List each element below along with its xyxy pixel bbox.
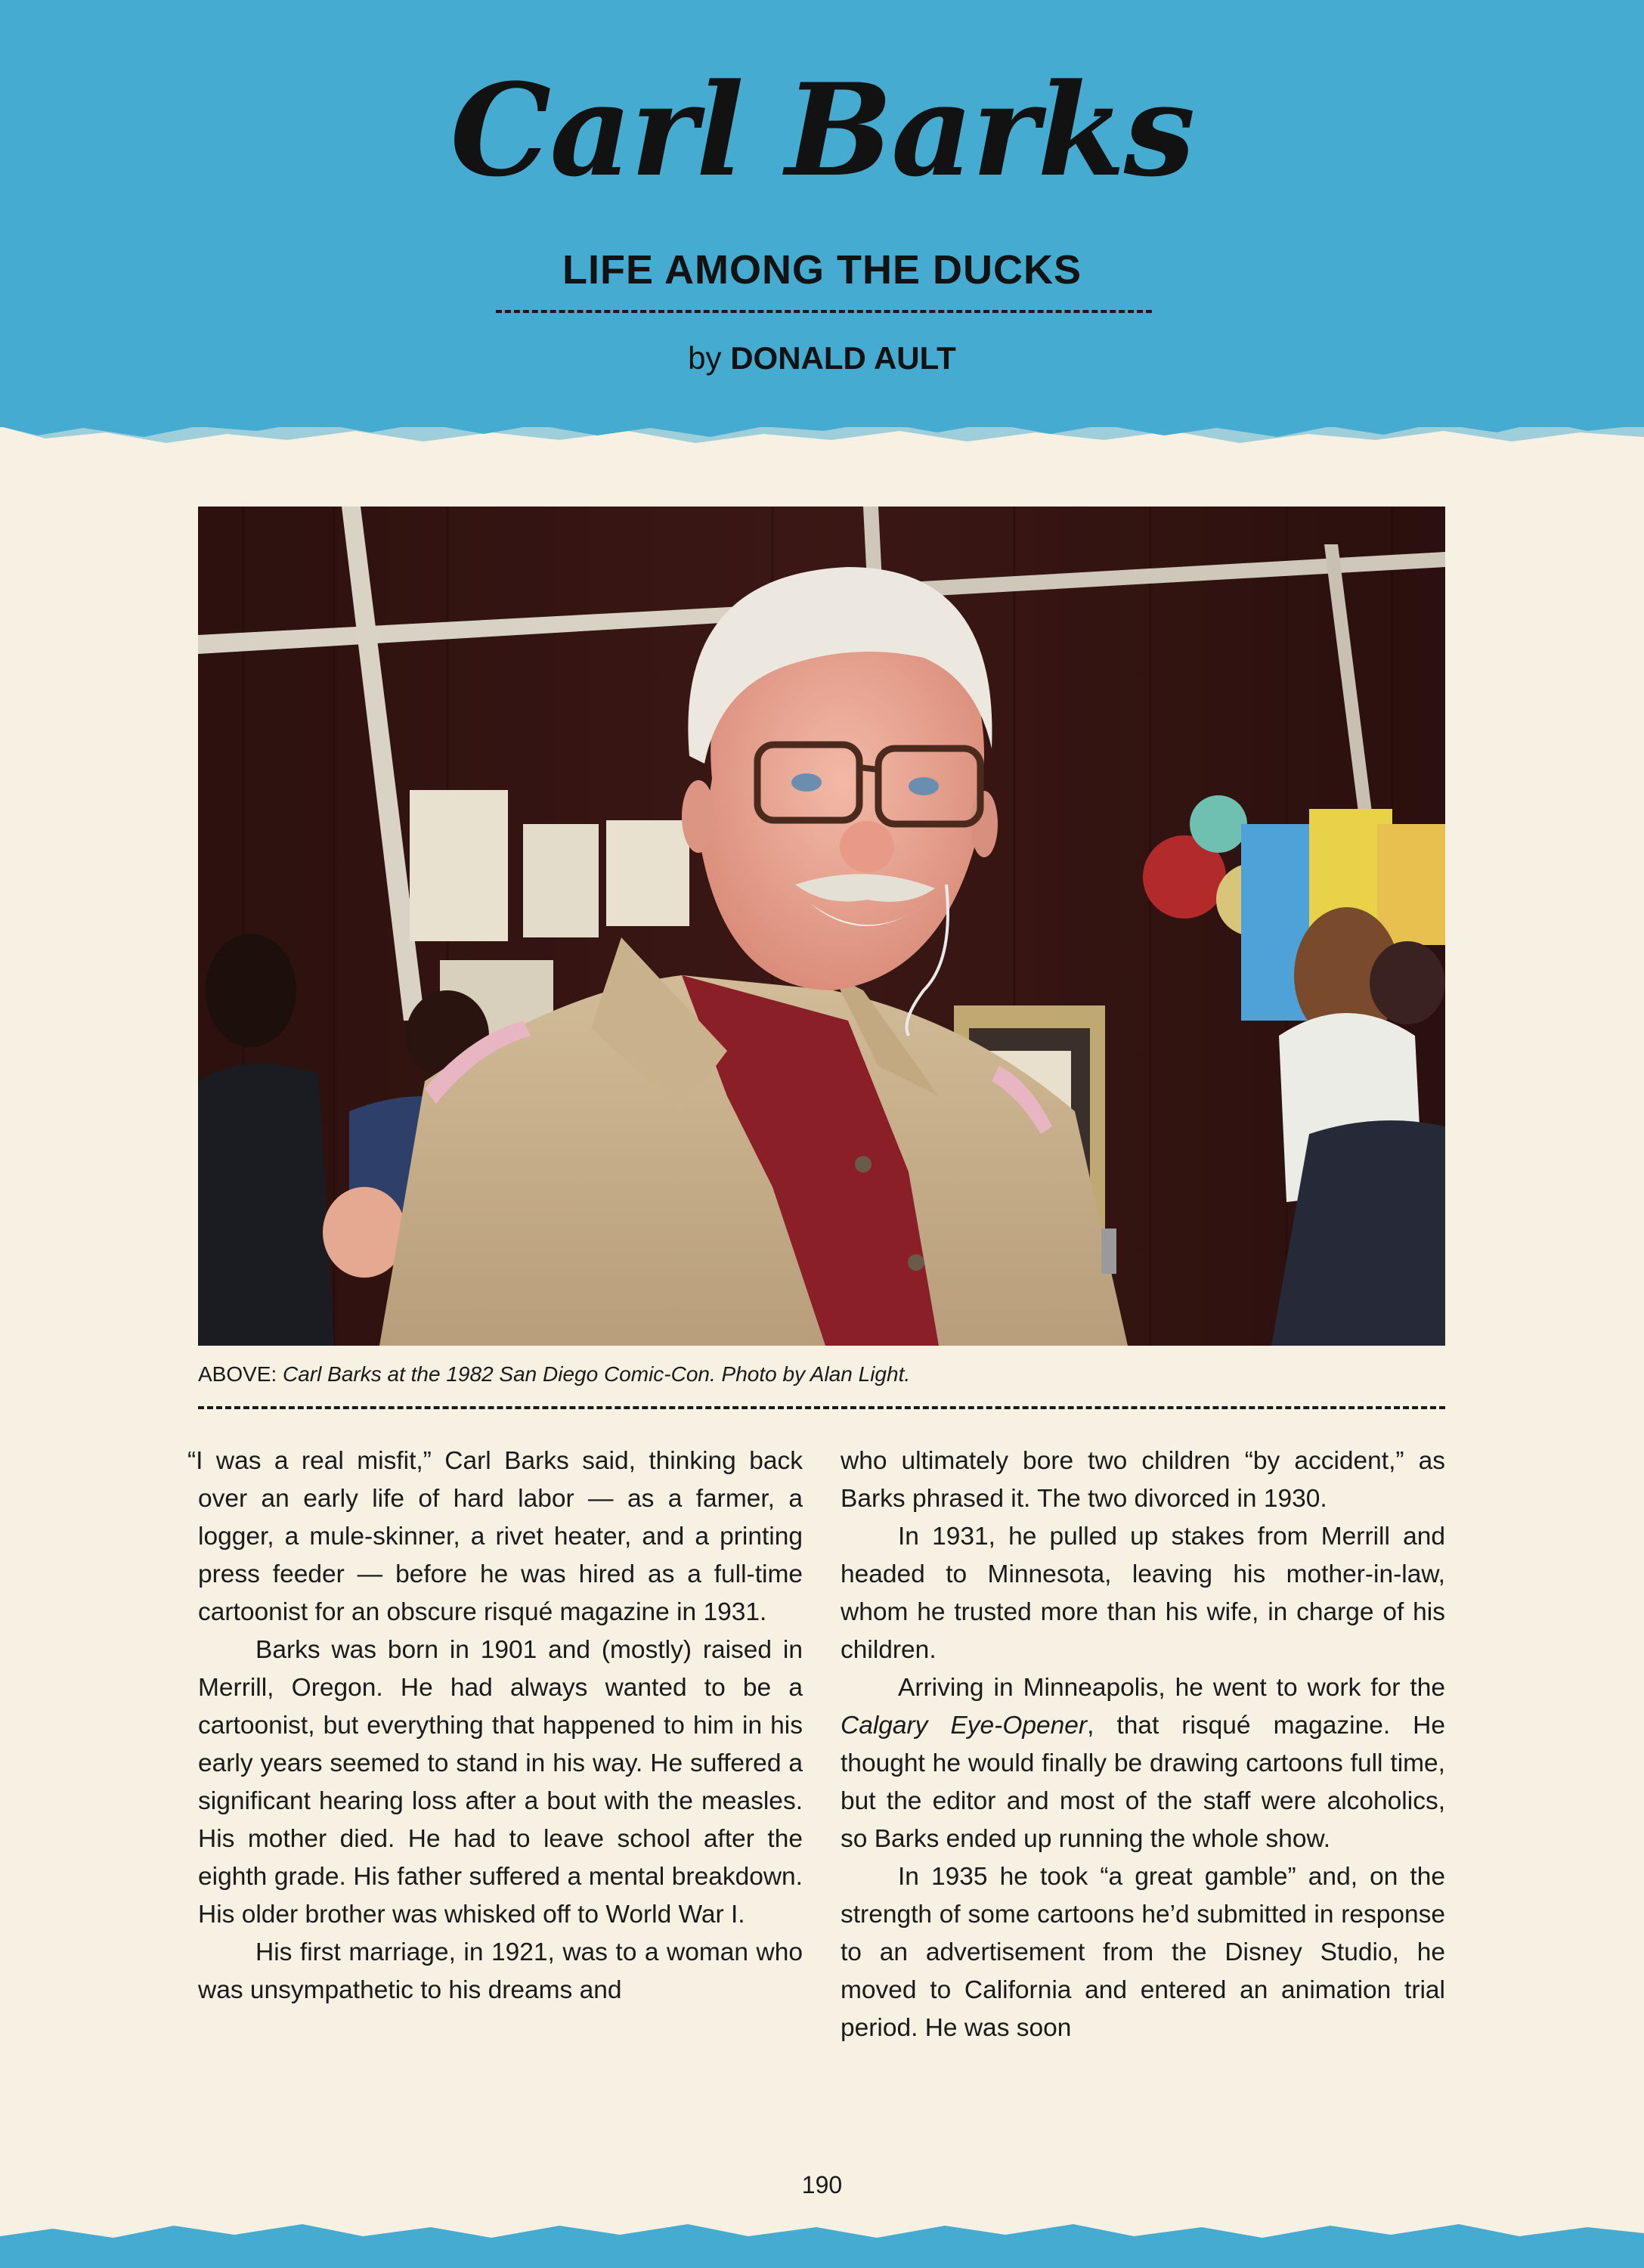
portrait-photo bbox=[198, 507, 1445, 1346]
paragraph: In 1931, he pulled up stakes from Merrill and headed to Minnesota, leaving his mother-in-law, whom he trusted more than his wife, in charge of his children. bbox=[841, 1523, 1445, 1664]
article-column-right bbox=[841, 1442, 1445, 2047]
portrait-illustration bbox=[198, 507, 1445, 1346]
caption-label: ABOVE: bbox=[198, 1362, 283, 1386]
page-subtitle: LIFE AMONG THE DUCKS bbox=[562, 247, 1082, 293]
photo-caption bbox=[198, 1362, 1445, 1387]
page-title: Carl Barks bbox=[450, 55, 1194, 205]
caption-text: Carl Barks at the 1982 San Diego Comic-Con. Photo by Alan Light. bbox=[283, 1362, 911, 1386]
caption-divider bbox=[198, 1406, 1445, 1409]
paragraph: Barks was born in 1901 and (mostly) raised in Merrill, Oregon. He had always wanted to be a cartoonist, but everything that happened to him in his early years seemed to stand in his way. He suffered a significant hearing loss after a bout with the measles. His mother died. He had to leave school after the eighth grade. His father suffered a mental breakdown. His older brother was whisked off to World War I. bbox=[198, 1636, 803, 1929]
torn-edge-bottom bbox=[0, 2208, 1644, 2268]
article-column-left bbox=[187, 1442, 803, 2009]
paragraph: “I was a real misfit,” Carl Barks said, thinking back over an early life of hard labor — as a farmer, a logger, a mule-skinner, a rivet heater, and a printing press feeder — before he was hired as a full-time cartoonist for an obscure risqué magazine in 1931. bbox=[187, 1447, 803, 1626]
paragraph: who ultimately bore two children “by accident,” as Barks phrased it. The two divorced in 1930. bbox=[841, 1447, 1445, 1513]
paragraph: His first marriage, in 1921, was to a woman who was unsympathetic to his dreams and bbox=[198, 1938, 803, 2004]
page-number: 190 bbox=[801, 2171, 843, 2198]
paragraph-text: Arriving in Minneapolis, he went to work for the bbox=[898, 1674, 1445, 1702]
paragraph-text: , that risqué magazine. He thought he would finally be drawing cartoons full time, but the editor and most of the staff were alcoholics, so Barks ended up running the whole show. bbox=[841, 1712, 1445, 1853]
magazine-title: Calgary Eye-Opener bbox=[841, 1712, 1088, 1740]
byline bbox=[0, 340, 1644, 376]
paragraph: In 1935 he took “a great gamble” and, on the strength of some cartoons he’d submitted in response to an advertisement from the Disney Studio, he moved to California and entered an animation trial period. He was soon bbox=[841, 1863, 1445, 2042]
byline-author: DONALD AULT bbox=[730, 340, 956, 376]
byline-prefix: by bbox=[688, 340, 731, 376]
title-divider bbox=[496, 310, 1152, 313]
paragraph bbox=[841, 1669, 1445, 1858]
torn-edge-top bbox=[0, 393, 1644, 454]
